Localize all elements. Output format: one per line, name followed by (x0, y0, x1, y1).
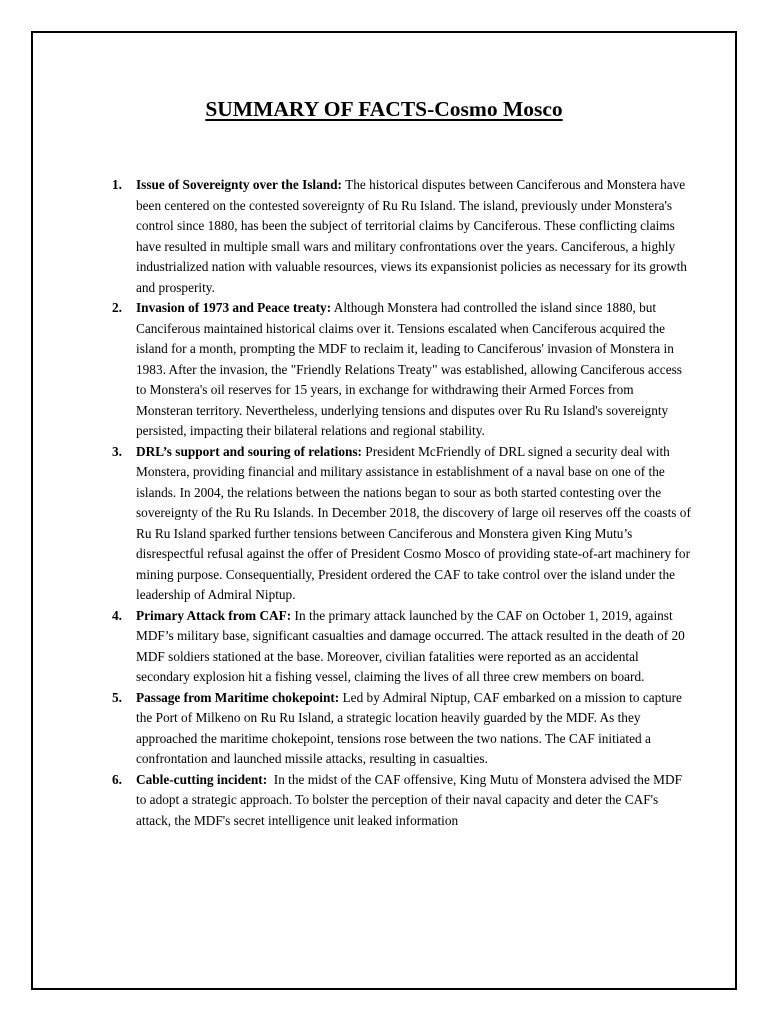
item-text: Led by Admiral Niptup, CAF embarked on a mission to capture the Port of Milkeno on Ru Ru Island, a strategic location heavily guarded by the MDF. As they approached the maritime chokepoint, tensions rose between the two nations. The CAF initiated a confrontation and launched missile attacks, resulting in casualties. (136, 689, 682, 766)
item-heading: Passage from Maritime chokepoint: (136, 689, 340, 705)
item-heading: Issue of Sovereignty over the Island: (136, 177, 342, 192)
item-number: 1. (112, 177, 122, 192)
page-title: SUMMARY OF FACTS-Cosmo Mosco (205, 97, 563, 121)
item-text: In the midst of the CAF offensive, King Mutu of Monstera advised the MDF to adopt a strategic approach. To bolster the perception of their naval capacity and deter the CAF's attack, the MDF's secret intelligence unit leaked information (136, 771, 683, 828)
item-heading: Primary Attack from CAF: (136, 607, 292, 623)
facts-list (112, 175, 691, 831)
item-text: President McFriendly of DRL signed a security deal with Monstera, providing financial and military assistance in establishment of a naval base on one of the islands. In 2004, the relations between the nations began to sour as both started contesting over the sovereignty of the Ru Ru Islands. In December 2018, the discovery of large oil reserves off the coasts of Ru Ru Island sparked further tensions between Canciferous and Monstera given King Mutu’s disrespectful refusal against the offer of President Cosmo Mosco of providing state-of-art machinery for mining purpose. Consequentially, President ordered the CAF to take control over the island under the leadership of Admiral Niptup. (136, 443, 691, 602)
list-item-3 (112, 442, 691, 606)
item-heading: Invasion of 1973 and Peace treaty: (136, 300, 332, 315)
item-number: 6. (112, 771, 122, 787)
item-number: 5. (112, 689, 122, 705)
item-heading: DRL’s support and souring of relations: (136, 443, 362, 459)
item-text: In the primary attack launched by the CAF on October 1, 2019, against MDF’s military base, significant casualties and damage occurred. The attack resulted in the death of 20 MDF soldiers stationed at the base. Moreover, civilian fatalities were reported as an accidental secondary explosion hit a fishing vessel, claiming the lives of all three crew members on board. (136, 607, 685, 684)
list-item-6 (112, 770, 691, 832)
item-number: 3. (112, 443, 122, 459)
list-item-2 (112, 298, 691, 442)
item-number: 2. (112, 300, 122, 315)
item-heading: Cable-cutting incident: (136, 771, 268, 787)
item-text: The historical disputes between Canciferous and Monstera have been centered on the contested sovereignty of Ru Ru Island. The island, previously under Monstera's control since 1880, has been the subject of territorial claims by Canciferous. These conflicting claims have resulted in multiple small wars and military confrontations over the years. Canciferous, a highly industrialized nation with valuable resources, views its expansionist policies as necessary for its growth and prosperity. (136, 177, 687, 295)
list-item-4 (112, 606, 691, 688)
item-number: 4. (112, 607, 122, 623)
document-page (31, 31, 737, 990)
item-text: Although Monstera had controlled the island since 1880, but Canciferous maintained historical claims over it. Tensions escalated when Canciferous acquired the island for a month, prompting the MDF to reclaim it, leading to Canciferous' invasion of Monstera in 1983. After the invasion, the "Friendly Relations Treaty" was established, allowing Canciferous access to Monstera's oil reserves for 15 years, in exchange for withdrawing their Armed Forces from Monsteran territory. Nevertheless, underlying tensions and disputes over Ru Ru Island's sovereignty persisted, impacting their bilateral relations and regional stability. (136, 300, 682, 438)
list-item-5 (112, 688, 691, 770)
list-item-1 (112, 175, 691, 298)
